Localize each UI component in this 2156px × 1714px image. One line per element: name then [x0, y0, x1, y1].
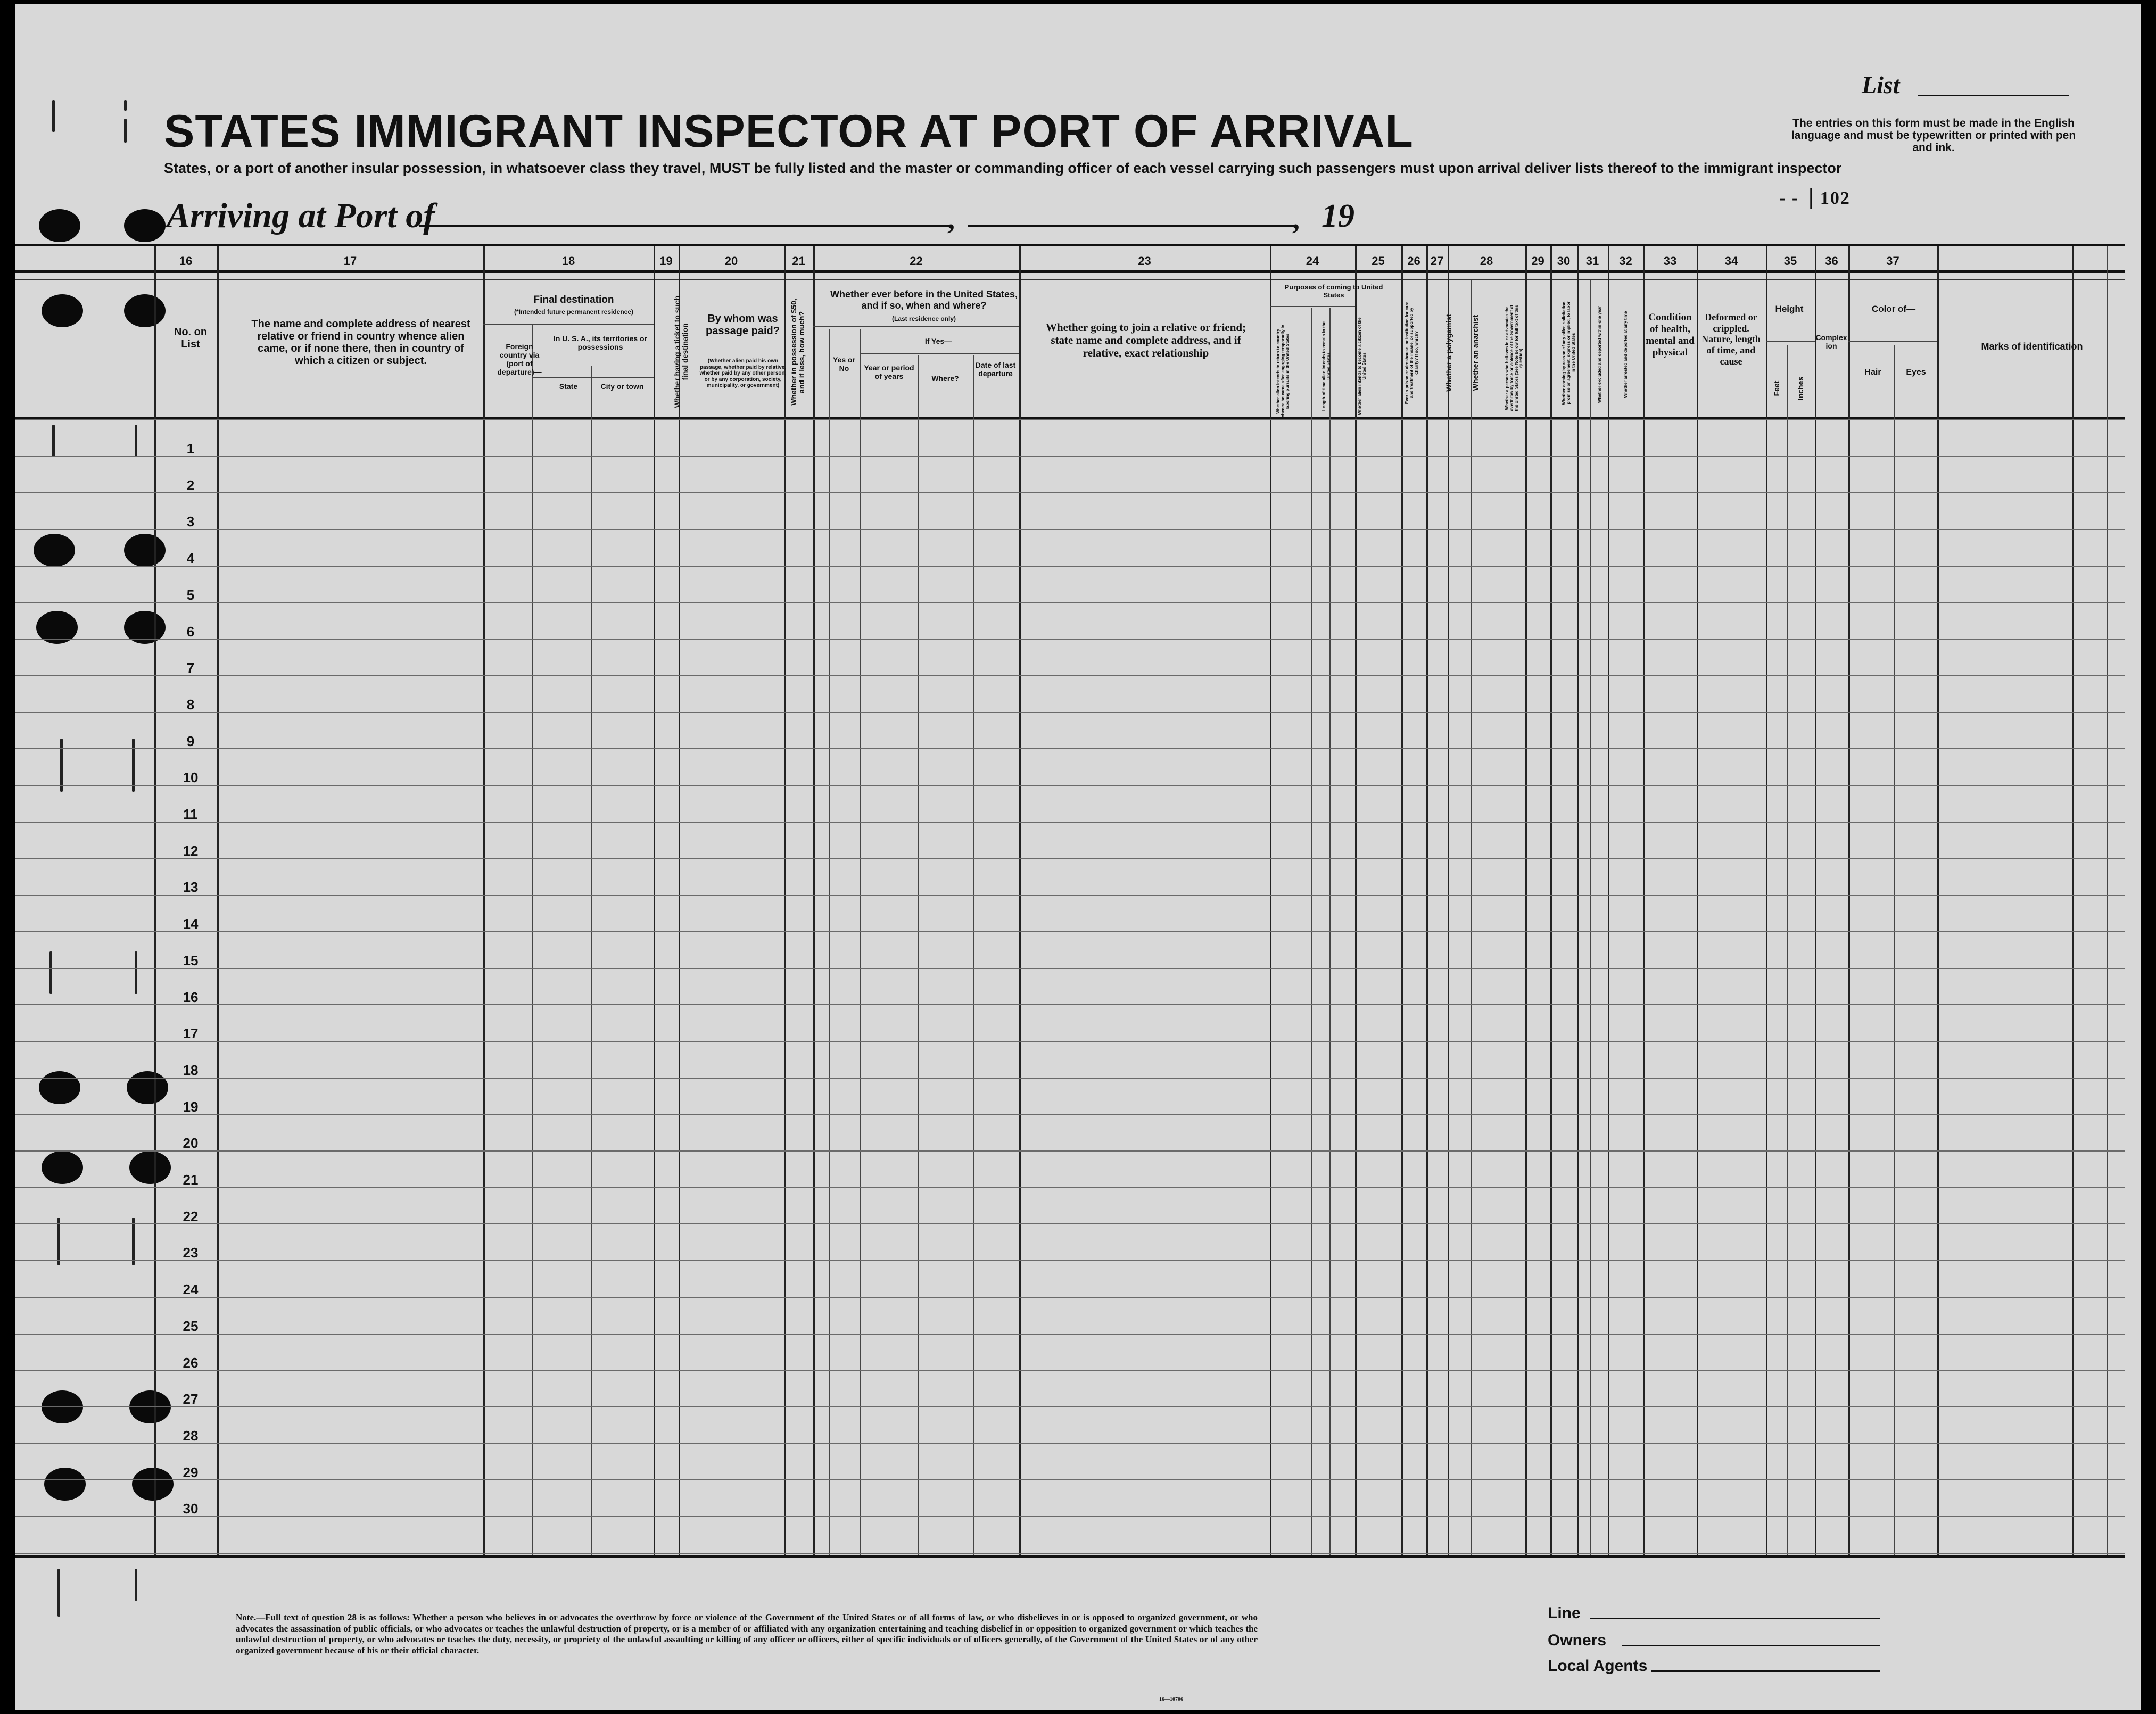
column-number: 26: [1407, 254, 1420, 268]
row-number: 26: [183, 1354, 199, 1371]
row-number: 13: [183, 879, 199, 896]
row-number: 30: [183, 1501, 199, 1517]
column-number: 18: [561, 254, 575, 268]
column-rule: [1787, 345, 1788, 1555]
column-rule: [1577, 246, 1579, 1555]
header-rule: [15, 748, 2125, 749]
row-number: 24: [183, 1281, 199, 1298]
row-number: 23: [183, 1245, 199, 1261]
header-rule: [15, 1443, 2125, 1444]
header-rule: [15, 1041, 2125, 1042]
row-number: 29: [183, 1464, 199, 1480]
col-20-header: By whom was passage paid?: [706, 313, 780, 337]
col-18-subheader: (*Intended future permanent residence): [514, 308, 634, 316]
header-rule: [15, 1334, 2125, 1335]
row-number: 12: [183, 842, 199, 859]
column-rule: [1270, 246, 1271, 1555]
column-rule: [591, 366, 592, 1555]
column-number: 31: [1585, 254, 1599, 268]
column-number: 25: [1372, 254, 1385, 268]
col-34-header: Height: [1775, 304, 1804, 314]
col-24-return: Whether alien intends to return to country whence he came after engaging temporarily in laboring pursuits in the United States: [1276, 324, 1290, 419]
page-number: 102: [1820, 188, 1851, 208]
column-number: 17: [343, 254, 357, 268]
col-35-header: Complexion: [1815, 333, 1847, 351]
column-rule: [784, 246, 786, 1555]
col-22-yes-no: Yes or No: [832, 355, 856, 373]
header-rule: [15, 529, 2125, 530]
owners-blank[interactable]: [1622, 1645, 1880, 1646]
column-number: 27: [1430, 254, 1444, 268]
header-rule: [15, 1406, 2125, 1407]
column-rule: [1355, 246, 1357, 1555]
column-rule: [1590, 280, 1591, 1555]
line-label: Line: [1548, 1604, 1581, 1622]
col-19-header: Whether having a ticket to such final destination: [673, 295, 690, 408]
column-rule: [1448, 246, 1449, 1555]
row-number: 21: [183, 1172, 199, 1188]
row-number: 2: [186, 477, 195, 493]
row-number: 8: [186, 696, 195, 713]
col-29-header: Whether coming by reason of any offer, solicitation, promise or agreement, express or implied, to labor in the United States: [1562, 300, 1576, 405]
column-rule: [1766, 246, 1767, 1555]
comma: ,: [1292, 203, 1300, 236]
header-rule: [483, 324, 654, 325]
row-number: 16: [183, 989, 199, 1005]
question-28-note: Note.—Full text of question 28 is as follows: Whether a person who believes in or advocates the overthrow by force or violence of the Government of the United States or of all forms of law, or who disbelieves in or is opposed to organized government, or who advocates the assassination of public officials, or who advocates or teaches the unlawful destruction of property, or is a member of or affiliated with any organization entertaining and teaching disbelief in or opposition to organized government or which teaches the unlawful destruction of property, or who advocates or teaches the duty, necessity, or propriety of the unlawful assaulting or killing of any officer or officers, either of specific individuals or of officers generally, of the Government of the United States or of any other organized government because of his or their official character.: [236, 1612, 1258, 1656]
list-label: List: [1862, 71, 1900, 98]
col-30-header: Whether excluded and deported within one year: [1597, 305, 1602, 403]
header-rule: [15, 1187, 2125, 1188]
col-16-header: No. on List: [174, 326, 208, 350]
column-rule: [654, 246, 655, 1555]
row-number: 4: [186, 550, 195, 567]
column-number: 30: [1557, 254, 1571, 268]
row-number: 22: [183, 1208, 199, 1224]
header-rule: [15, 1078, 2125, 1079]
year-prefix: 19: [1321, 198, 1354, 234]
row-number: 11: [183, 806, 198, 822]
header-rule: [15, 895, 2125, 896]
col-32-header: Condition of health, mental and physical: [1646, 312, 1695, 358]
column-rule: [1525, 246, 1527, 1555]
row-number: 20: [183, 1135, 199, 1152]
row-number: 3: [186, 514, 195, 530]
col-22-subheader: (Last residence only): [891, 315, 956, 322]
header-rule: [15, 1150, 2125, 1152]
column-number: 23: [1138, 254, 1151, 268]
header-rule: [15, 785, 2125, 786]
col-22-year: Year or period of years: [864, 363, 914, 381]
col-26-header: Whether a polygamist: [1444, 314, 1453, 392]
header-rule: [15, 1260, 2125, 1261]
column-rule: [860, 329, 861, 1555]
column-rule: [1608, 246, 1609, 1555]
column-rule: [1550, 246, 1552, 1555]
header-rule: [15, 566, 2125, 567]
column-number: 21: [792, 254, 805, 268]
header-rule: [15, 419, 2125, 420]
header-rule: [532, 377, 654, 378]
row-number: 28: [183, 1427, 199, 1444]
column-rule: [1894, 345, 1895, 1555]
column-number: 33: [1663, 254, 1677, 268]
column-number: 32: [1619, 254, 1632, 268]
column-rule: [973, 355, 974, 1555]
row-number: 9: [186, 733, 195, 749]
col-34-feet: Feet: [1772, 380, 1781, 396]
col-17-header: The name and complete address of nearest relative or friend in country whence alien came, or if none there, then in country of which a citizen or subject.: [251, 318, 470, 367]
header-rule: [1270, 306, 1355, 307]
column-number: 20: [724, 254, 738, 268]
header-rule: [1848, 341, 1937, 342]
manifest-sheet: [15, 4, 2141, 1710]
column-number: 34: [1724, 254, 1738, 268]
row-number: 15: [183, 952, 199, 968]
row-number: 14: [183, 916, 199, 932]
column-number: 16: [179, 254, 193, 268]
header-rule: [15, 1004, 2125, 1005]
header-rule: [15, 931, 2125, 932]
col-27-header: Whether an anarchist: [1471, 314, 1480, 391]
header-rule: [15, 968, 2125, 969]
column-number: 37: [1886, 254, 1899, 268]
column-rule: [2072, 246, 2074, 1555]
arriving-label: Arriving at Port of: [167, 196, 435, 235]
column-rule: [679, 246, 680, 1555]
row-number: 27: [183, 1391, 199, 1407]
row-number: 19: [183, 1098, 199, 1115]
column-rule: [483, 246, 485, 1555]
col-18-state: State: [559, 382, 578, 391]
header-rule: [813, 326, 1019, 327]
column-rule: [1019, 246, 1021, 1555]
header-rule: [15, 1223, 2125, 1224]
col-22-where: Where?: [931, 374, 959, 383]
col-22-if-yes: If Yes—: [924, 337, 952, 345]
form-subtitle: States, or a port of another insular possession, in whatsoever class they travel, MUST be fully listed and the master or commanding officer of each vessel carrying such passengers must upon arrival deliver lists thereof to the immigrant inspector: [164, 160, 1842, 176]
col-31-header: Whether arrested and deported at any time: [1623, 311, 1628, 398]
col-22-header: Whether ever before in the United States, and if so, when and where?: [830, 289, 1018, 311]
header-rule: [15, 675, 2125, 676]
col-21-header: Whether in possession of $50, and if less, how much?: [789, 299, 806, 406]
column-rule: [1815, 246, 1816, 1555]
col-18-header: Final destination: [533, 294, 614, 305]
header-rule: [15, 602, 2125, 603]
row-number: 5: [186, 586, 195, 603]
header-rule: [1766, 341, 1815, 342]
column-rule: [918, 355, 919, 1555]
column-rule: [1426, 246, 1428, 1555]
col-24-header: Purposes of coming to United States: [1284, 283, 1383, 299]
row-number: 6: [186, 623, 195, 640]
header-rule: [15, 1516, 2125, 1517]
header-rule: [15, 639, 2125, 640]
column-number: 22: [910, 254, 923, 268]
column-rule: [1697, 246, 1698, 1555]
header-rule: [15, 822, 2125, 823]
col-22-departure: Date of last departure: [975, 361, 1016, 378]
col-37-header: Marks of identification: [1981, 341, 2083, 352]
page-number-stamp: - - | 102: [1779, 185, 1851, 209]
col-36-hair: Hair: [1864, 368, 1881, 377]
col-36-header: Color of—: [1871, 304, 1916, 314]
column-rule: [1643, 246, 1645, 1555]
col-28-header: Whether a person who believes in or advocates the overthrow by force or violence of the Government of the United States (See Note below for full text of this question): [1505, 305, 1524, 411]
col-23-header: Whether going to join a relative or friend; state name and complete address, and if relative, exact relationship: [1045, 321, 1246, 360]
col-18-usa: In U. S. A., its territories or possessions: [553, 334, 648, 352]
header-rule: [15, 1479, 2125, 1480]
column-number: 36: [1825, 254, 1838, 268]
column-rule: [829, 329, 830, 1555]
col-25-header: Ever in prison or almshouse, or institution for care and treatment of the insane, or supported by charity? If so, which?: [1405, 301, 1419, 404]
header-rule: [15, 1297, 2125, 1298]
header-rule: [15, 858, 2125, 859]
column-rule: [1401, 246, 1403, 1555]
col-24-citizen: Whether alien intends to become a citizen of the United States: [1357, 317, 1367, 415]
row-number: 7: [186, 660, 195, 676]
header-rule: [15, 1553, 2125, 1554]
header-rule: [860, 353, 1019, 354]
col-18-city: City or town: [600, 382, 644, 391]
col-20-subheader: (Whether alien paid his own passage, whether paid by relative, whether paid by any other person, or by any corporation, society, municipality, or government): [699, 358, 787, 388]
col-24-length: Length of time alien intends to remain in the United States: [1321, 321, 1331, 411]
column-number: 28: [1480, 254, 1493, 268]
agents-label: Local Agents: [1548, 1657, 1648, 1675]
agents-blank[interactable]: [1651, 1670, 1880, 1672]
header-rule: [15, 712, 2125, 713]
owners-label: Owners: [1548, 1632, 1607, 1649]
column-rule: [1848, 246, 1850, 1555]
row-number: 18: [183, 1062, 199, 1078]
line-blank[interactable]: [1590, 1618, 1880, 1619]
row-number: 10: [183, 769, 199, 786]
column-rule: [217, 246, 219, 1555]
row-number: 25: [183, 1318, 199, 1334]
column-number: 24: [1306, 254, 1319, 268]
column-number: 19: [659, 254, 673, 268]
column-rule: [1471, 280, 1472, 1555]
column-rule: [813, 246, 815, 1555]
col-33-header: Deformed or crippled. Nature, length of time, and cause: [1701, 312, 1761, 367]
header-rule: [15, 1114, 2125, 1115]
col-34-inches: Inches: [1796, 376, 1805, 401]
column-rule: [1937, 246, 1939, 1555]
column-number: 29: [1531, 254, 1544, 268]
header-rule: [15, 492, 2125, 493]
row-number: 17: [183, 1025, 199, 1042]
form-code: 16—10706: [1159, 1696, 1183, 1702]
column-rule: [154, 246, 156, 1555]
comma: ,: [947, 203, 955, 236]
col-36-eyes: Eyes: [1906, 368, 1926, 377]
column-rule: [2107, 246, 2108, 1555]
col-18-foreign: Foreign country via (port of departure)—: [497, 342, 542, 377]
row-number: 1: [186, 441, 195, 457]
header-rule: [15, 1370, 2125, 1371]
column-number: 35: [1783, 254, 1797, 268]
header-rule: [15, 456, 2125, 457]
instructions-note: The entries on this form must be made in the English language and must be typewritten or printed with pen and ink.: [1791, 117, 2076, 154]
form-title: STATES IMMIGRANT INSPECTOR AT PORT OF ARRIVAL: [164, 106, 1414, 157]
